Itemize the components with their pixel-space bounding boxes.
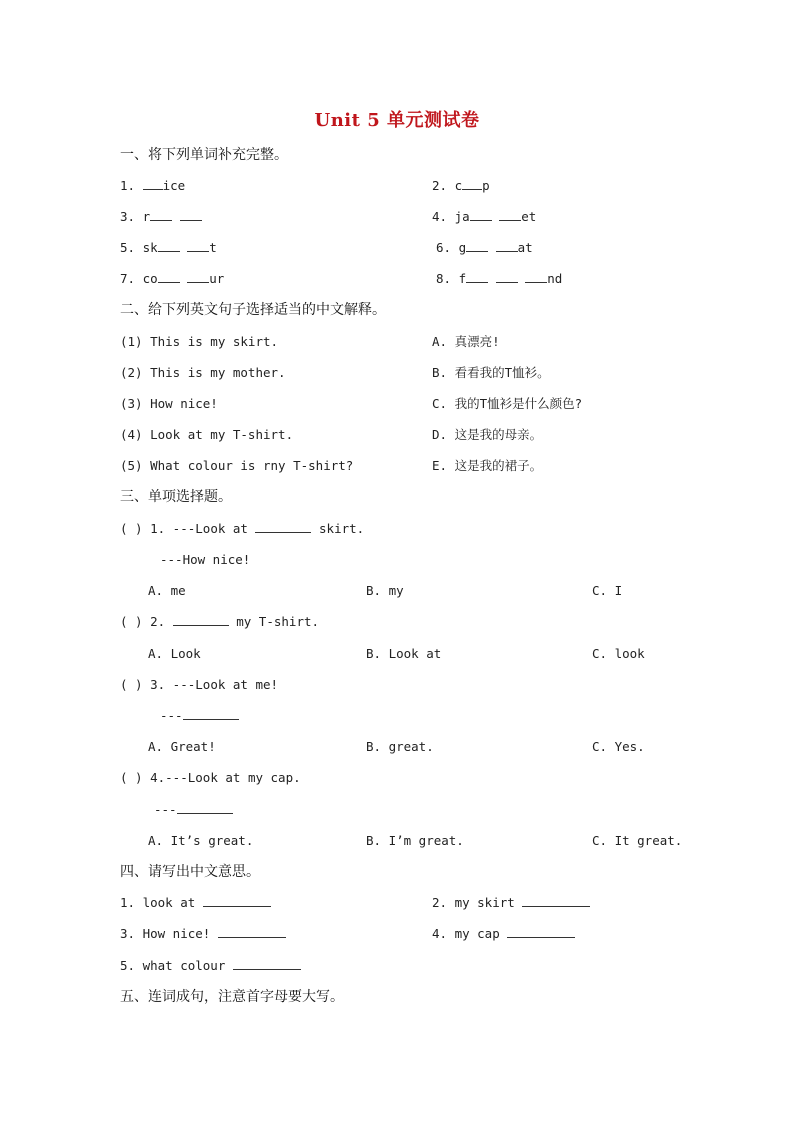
english-sentence: (4) Look at my T-shirt. (120, 427, 294, 442)
option-a[interactable]: A. me (148, 583, 186, 598)
option-a[interactable]: A. Look (148, 646, 201, 661)
word-item-4 (432, 207, 536, 227)
mc-question-3 (120, 675, 278, 695)
answer-blank[interactable] (158, 238, 180, 252)
question-text: 4.---Look at my cap. (150, 770, 301, 785)
answer-blank[interactable] (150, 207, 172, 221)
option-b[interactable]: B. my (366, 583, 404, 598)
answer-blank[interactable] (499, 207, 521, 221)
question-text: 2. (150, 614, 166, 629)
section-1-heading: 一、将下列单词补充完整。 (120, 147, 288, 163)
word-fragment: at (517, 240, 533, 255)
mc-question-2 (120, 612, 319, 632)
answer-parentheses[interactable]: ( ) (120, 677, 143, 692)
word-fragment: ja (454, 209, 470, 224)
word-fragment: ice (162, 178, 186, 193)
answer-blank[interactable] (158, 269, 180, 283)
option-a[interactable]: A. Great! (148, 739, 216, 754)
answer-blank[interactable] (187, 238, 209, 252)
option-c[interactable]: C. look (592, 646, 645, 661)
english-sentence: (1) This is my skirt. (120, 334, 279, 349)
answer-blank[interactable] (255, 519, 311, 533)
translation-item-1 (120, 893, 271, 913)
question-reply: ---How nice! (160, 552, 251, 567)
option-c[interactable]: C. Yes. (592, 739, 645, 754)
answer-parentheses[interactable]: ( ) (120, 521, 143, 536)
answer-blank[interactable] (462, 176, 482, 190)
question-text: 3. ---Look at me! (150, 677, 279, 692)
chinese-option: B. 看看我的T恤衫。 (432, 365, 550, 380)
question-text: my T-shirt. (236, 614, 320, 629)
translation-item-5 (120, 956, 301, 976)
answer-blank[interactable] (218, 924, 286, 938)
answer-blank[interactable] (203, 893, 271, 907)
option-a[interactable]: A. It’s great. (148, 833, 254, 848)
word-item-2 (432, 176, 490, 196)
english-sentence: (3) How nice! (120, 396, 218, 411)
mc-question-1 (120, 519, 364, 539)
answer-blank[interactable] (496, 238, 518, 252)
answer-blank[interactable] (180, 207, 202, 221)
item-number: 6. (436, 240, 452, 255)
mc-question-4 (120, 768, 301, 788)
word-fragment: ur (209, 271, 225, 286)
option-b[interactable]: B. great. (366, 739, 434, 754)
chinese-option: C. 我的T恤衫是什么颜色? (432, 396, 583, 411)
question-text: 1. ---Look at (150, 521, 248, 536)
item-number: 5. (120, 240, 136, 255)
section-5-heading: 五、连词成句，注意首字母要大写。 (120, 989, 344, 1005)
chinese-option: A. 真漂亮! (432, 334, 500, 349)
answer-parentheses[interactable]: ( ) (120, 770, 143, 785)
word-fragment: r (142, 209, 151, 224)
answer-blank[interactable] (466, 238, 488, 252)
word-fragment: g (458, 240, 467, 255)
word-fragment: et (521, 209, 537, 224)
word-item-8 (436, 269, 562, 289)
translation-item-2 (432, 893, 590, 913)
word-item-7 (120, 269, 224, 289)
word-item-6 (436, 238, 533, 258)
item-number: 4. (432, 209, 448, 224)
section-2-heading: 二、给下列英文句子选择适当的中文解释。 (120, 302, 386, 318)
answer-blank[interactable] (233, 956, 301, 970)
item-number: 2. (432, 178, 448, 193)
chinese-option: D. 这是我的母亲。 (432, 427, 543, 442)
option-c[interactable]: C. It great. (592, 833, 683, 848)
answer-blank[interactable] (173, 612, 229, 626)
answer-blank[interactable] (470, 207, 492, 221)
word-fragment: sk (142, 240, 158, 255)
chinese-option: E. 这是我的裙子。 (432, 458, 543, 473)
phrase: 1. look at (120, 895, 196, 910)
word-item-1 (120, 176, 185, 196)
answer-blank[interactable] (496, 269, 518, 283)
item-number: 1. (120, 178, 136, 193)
item-number: 8. (436, 271, 452, 286)
phrase: 4. my cap (432, 926, 500, 941)
option-b[interactable]: B. I’m great. (366, 833, 464, 848)
answer-blank[interactable] (466, 269, 488, 283)
option-b[interactable]: B. Look at (366, 646, 442, 661)
translation-item-3 (120, 924, 286, 944)
page-title: Unit 5 单元测试卷 (314, 110, 480, 131)
word-fragment: c (454, 178, 463, 193)
word-fragment: co (142, 271, 158, 286)
section-3-heading: 三、单项选择题。 (120, 489, 232, 505)
word-fragment: nd (547, 271, 563, 286)
word-item-3 (120, 207, 202, 227)
question-text: skirt. (319, 521, 365, 536)
reply-prefix: --- (154, 802, 177, 817)
word-fragment: p (482, 178, 490, 193)
english-sentence: (5) What colour is rny T-shirt? (120, 458, 354, 473)
option-c[interactable]: C. I (592, 583, 623, 598)
reply-prefix: --- (160, 708, 183, 723)
item-number: 3. (120, 209, 136, 224)
answer-blank[interactable] (522, 893, 590, 907)
phrase: 2. my skirt (432, 895, 515, 910)
english-sentence: (2) This is my mother. (120, 365, 286, 380)
answer-blank[interactable] (183, 706, 239, 720)
question-reply (154, 800, 233, 820)
answer-blank[interactable] (525, 269, 547, 283)
answer-parentheses[interactable]: ( ) (120, 614, 143, 629)
item-number: 7. (120, 271, 136, 286)
answer-blank[interactable] (143, 176, 163, 190)
translation-item-4 (432, 924, 575, 944)
question-reply (160, 706, 239, 726)
section-4-heading: 四、请写出中文意思。 (120, 864, 260, 880)
word-fragment: t (209, 240, 217, 255)
phrase: 3. How nice! (120, 926, 211, 941)
word-item-5 (120, 238, 217, 258)
word-fragment: f (458, 271, 467, 286)
answer-blank[interactable] (187, 269, 209, 283)
phrase: 5. what colour (120, 958, 226, 973)
answer-blank[interactable] (507, 924, 575, 938)
answer-blank[interactable] (177, 800, 233, 814)
